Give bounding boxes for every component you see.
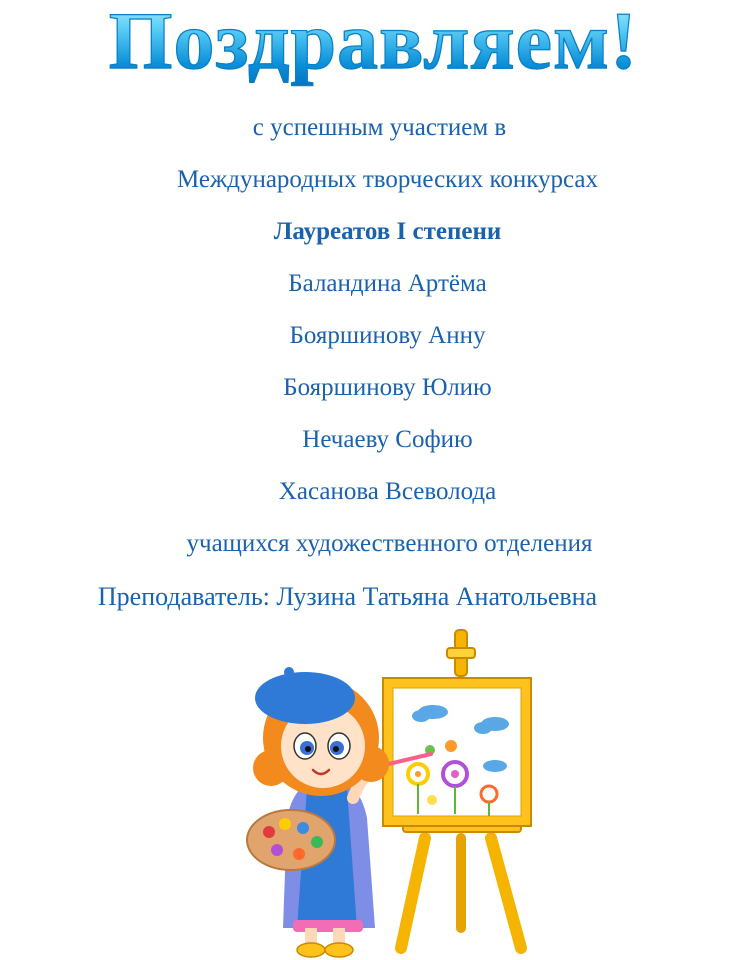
department-line: учащихся художественного отделения xyxy=(186,530,593,557)
intro-line: с успешным участием в xyxy=(252,114,507,141)
canvas xyxy=(383,678,531,826)
award-line: Лауреатов I степени xyxy=(273,218,502,245)
contest-line: Международных творческих конкурсах xyxy=(176,166,599,193)
student-name: Хасанова Всеволода xyxy=(278,478,497,505)
student-name: Бояршинову Юлию xyxy=(283,374,492,401)
girl-painting-illustration xyxy=(225,628,545,960)
student-name: Бояршинову Анну xyxy=(289,322,486,349)
bird-icon xyxy=(445,740,457,752)
student-name: Баландина Артёма xyxy=(288,270,487,297)
student-name: Нечаеву Софию xyxy=(302,426,473,453)
teacher-line: Преподаватель: Лузина Татьяна Анатольевна xyxy=(97,582,598,611)
girl xyxy=(247,667,389,957)
page-title: Поздравляем! xyxy=(0,0,747,88)
